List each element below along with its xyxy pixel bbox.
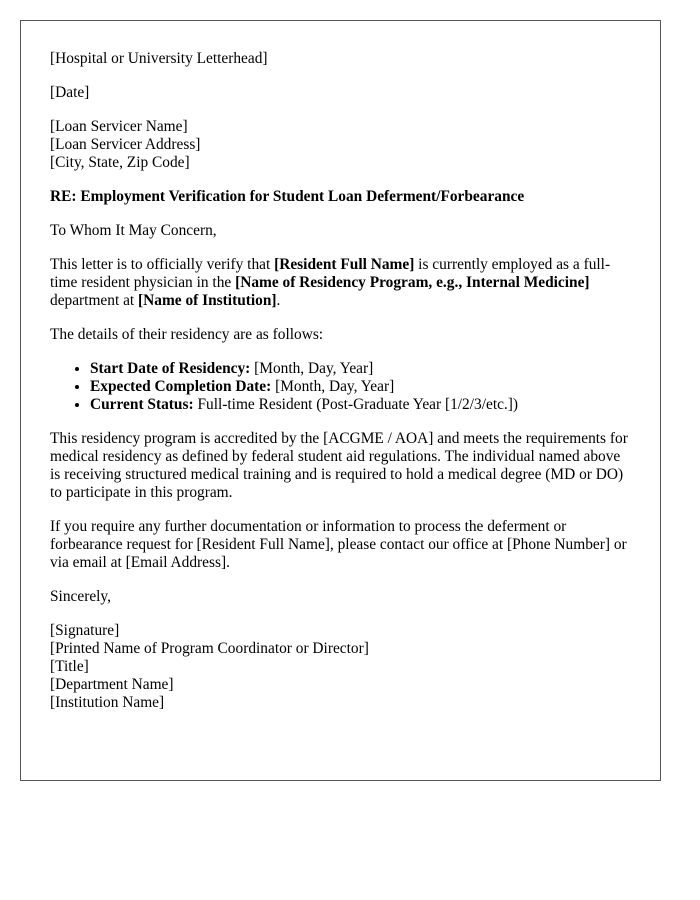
signer-department: [Department Name] [50, 676, 174, 693]
detail-value: [Month, Day, Year] [271, 378, 395, 395]
recipient-name: [Loan Servicer Name] [50, 118, 188, 135]
letterhead: [Hospital or University Letterhead] [50, 50, 268, 67]
resident-name-placeholder: [Resident Full Name] [274, 256, 415, 273]
para1-text-3: department at [50, 292, 139, 309]
contact-paragraph: If you require any further documentation or information to process the deferment or forbearance request for [Resident Full Name], please contact our office at [Phone Number] or via email at [Email Address]. [50, 518, 627, 571]
printed-name: [Printed Name of Program Coordinator or Director] [50, 640, 369, 657]
letter-page [20, 20, 661, 781]
para1-text-4: . [276, 292, 281, 309]
detail-label: Start Date of Residency: [90, 360, 251, 377]
detail-label: Current Status: [90, 396, 194, 413]
detail-current-status [90, 396, 632, 414]
details-list [50, 360, 632, 414]
signature-block [50, 622, 632, 712]
signer-institution: [Institution Name] [50, 694, 165, 711]
para1-text-2: is currently employed as a full-time resident physician in the [50, 256, 611, 291]
accreditation-paragraph: This residency program is accredited by the [ACGME / AOA] and meets the requirements for medical residency as defined by federal student aid regulations. The individual named above is receiving structured medical training and is required to hold a medical degree (MD or DO) to participate in this program. [50, 430, 628, 501]
signer-title: [Title] [50, 658, 89, 675]
detail-value: [Month, Day, Year] [250, 360, 374, 377]
detail-completion-date [90, 378, 632, 396]
detail-start-date [90, 360, 632, 378]
salutation: To Whom It May Concern, [50, 222, 217, 239]
closing: Sincerely, [50, 588, 111, 605]
recipient-city: [City, State, Zip Code] [50, 154, 190, 171]
subject-text: RE: Employment Verification for Student Loan Deferment/Forbearance [50, 188, 525, 205]
letter-date: [Date] [50, 84, 90, 101]
details-intro: The details of their residency are as follows: [50, 326, 324, 343]
residency-program-placeholder: [Name of Residency Program, e.g., Internal Medicine] [235, 274, 590, 291]
para1-text-1: This letter is to officially verify that [50, 256, 275, 273]
recipient-street: [Loan Servicer Address] [50, 136, 201, 153]
verification-paragraph [50, 256, 632, 310]
subject-line [50, 188, 632, 206]
institution-placeholder: [Name of Institution] [138, 292, 277, 309]
detail-value: Full-time Resident (Post-Graduate Year [1/2/3/etc.]) [193, 396, 519, 413]
detail-label: Expected Completion Date: [90, 378, 272, 395]
signature-line: [Signature] [50, 622, 120, 639]
recipient-address [50, 118, 632, 172]
